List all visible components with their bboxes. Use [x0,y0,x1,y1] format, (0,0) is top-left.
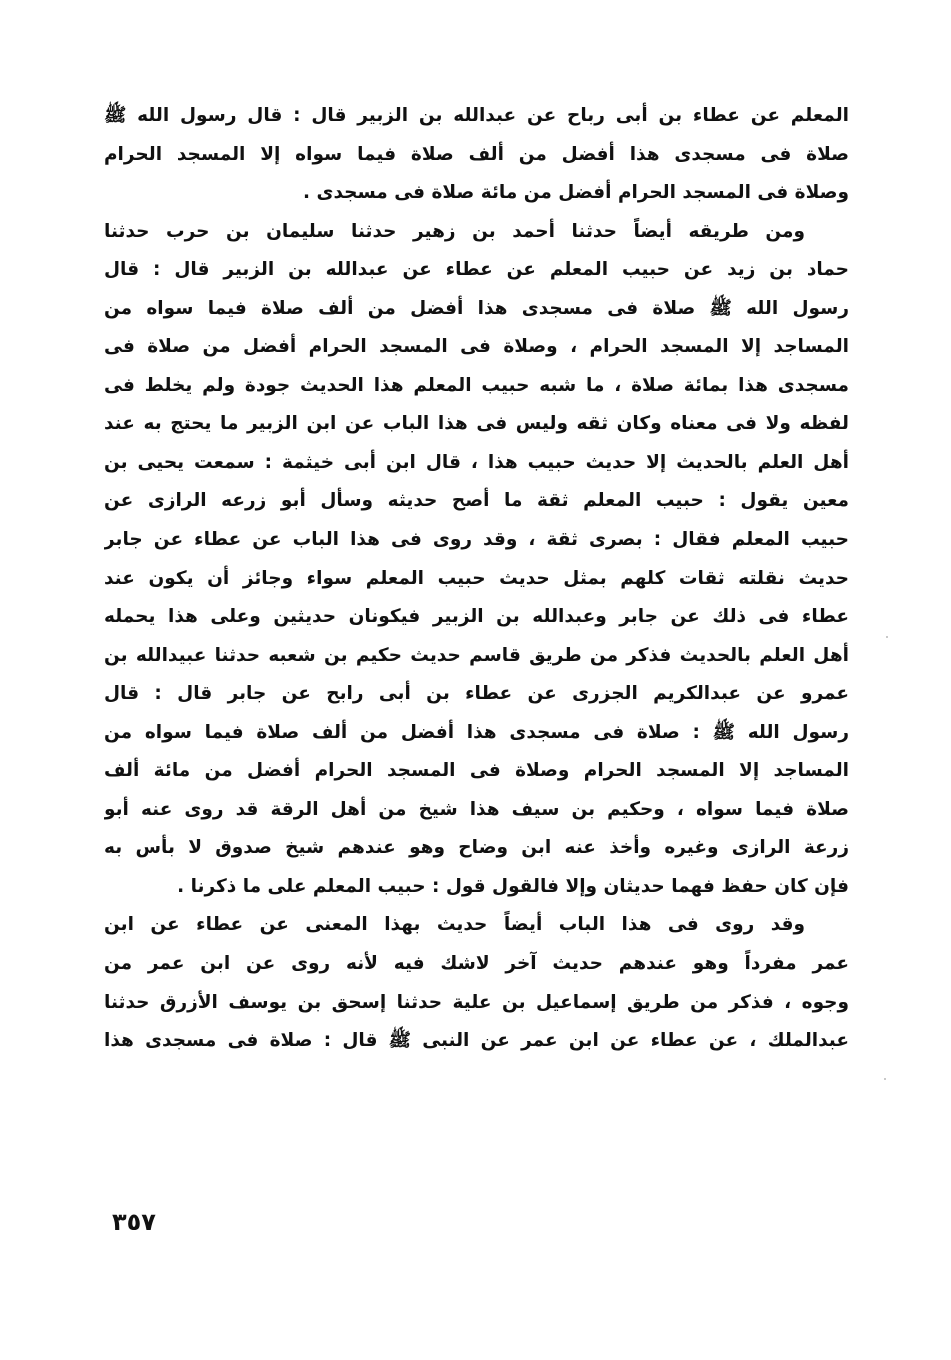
text-line: حديث نقلته ثقات كلهم بمثل حديث حبيب المعلم سواء وجائز أن يكون عند [104,567,849,589]
text-line: مسجدى هذا بمائة صلاة ، ما شبه حبيب المعلم هذا الحديث جودة ولم يخلط فى [104,374,849,396]
text-line: معين يقول : حبيب المعلم ثقة ما أصح حديثه وسأل أبو زرعه الرازى عن [104,490,849,512]
text-line: حبيب المعلم فقال : بصرى ثقة ، وقد روى فى هذا الباب عن عطاء عن جابر [104,529,849,551]
scan-speck [886,636,888,638]
text-line: عطاء فى ذلك عن جابر وعبدالله بن الزبير فيكونان حديثين وعلى هذا يحمله [104,606,849,628]
text-line: لفظه ولا فى معناه وكان ثقه وليس فى هذا الباب عن ابن الزبير ما يحتج به عند [104,413,849,435]
text-line: المعلم عن عطاء بن أبى رباح عن عبدالله بن الزبير قال : قال رسول الله ﷺ [104,105,849,126]
text-line: وجوه ، فذكر من طريق إسماعيل بن علية حدثنا إسحق بن يوسف الأزرق حدثنا [104,991,849,1013]
text-line: أهل العلم بالحديث فذكر من طريق قاسم حديث حكيم بن شعبه حدثنا عبيدالله بن [104,644,849,666]
body-text [104,97,849,1061]
text-line: رسول الله ﷺ صلاة فى مسجدى هذا أفضل من ألف صلاة فيما سواه من [104,297,849,319]
text-line: ومن طريقه أيضاً حدثنا أحمد بن زهير حدثنا سليمان بن حرب حدثنا [104,220,805,242]
text-line: حماد بن زيد عن حبيب المعلم عن عطاء عن عبدالله بن الزبير قال : قال [104,259,849,281]
text-line: المساجد إلا المسجد الحرام ، وصلاة فى المسجد الحرام أفضل من صلاة فى [104,336,849,358]
scan-speck [884,1078,886,1080]
page-number: ٣٥٧ [112,1208,156,1236]
text-line: فإن كان حفظ فهما حديثان وإلا فالقول قول : حبيب المعلم على ما ذكرنا . [177,875,849,897]
text-line: زرعة الرازى وغيره وأخذ عنه ابن وضاح وهو عندهم شيخ صدوق لا بأس به [104,837,849,859]
text-line: صلاة فيما سواه ، وحكيم بن سيف هذا شيخ من أهل الرقة قد روى عنه أبو [104,798,849,820]
text-line: أهل العلم بالحديث إلا حديث حبيب هذا ، قال ابن أبى خيثمة : سمعت يحيى بن [104,451,849,473]
text-line: عبدالملك ، عن عطاء عن ابن عمر عن النبى ﷺ قال : صلاة فى مسجدى هذا [104,1030,849,1052]
text-line: المساجد إلا المسجد الحرام وصلاة فى المسجد الحرام أفضل من مائة ألف [104,760,849,782]
text-line: وقد روى فى هذا الباب أيضاً حديث بهذا المعنى عن عطاء عن ابن [104,914,805,936]
text-line: عمر مفرداً وهو عندهم حديث آخر لاشك فيه لأنه روى عن ابن عمر من [104,953,849,975]
text-line: وصلاة فى المسجد الحرام أفضل من مائة صلاة فى مسجدى . [303,182,849,204]
text-line: صلاة فى مسجدى هذا أفضل من ألف صلاة فيما سواه إلا المسجد الحرام [104,143,849,165]
text-line: عمرو عن عبدالكريم الجزرى عن عطاء بن أبى رابح عن جابر قال : قال [104,683,849,705]
text-line: رسول الله ﷺ : صلاة فى مسجدى هذا أفضل من ألف صلاة فيما سواه من [104,721,849,743]
